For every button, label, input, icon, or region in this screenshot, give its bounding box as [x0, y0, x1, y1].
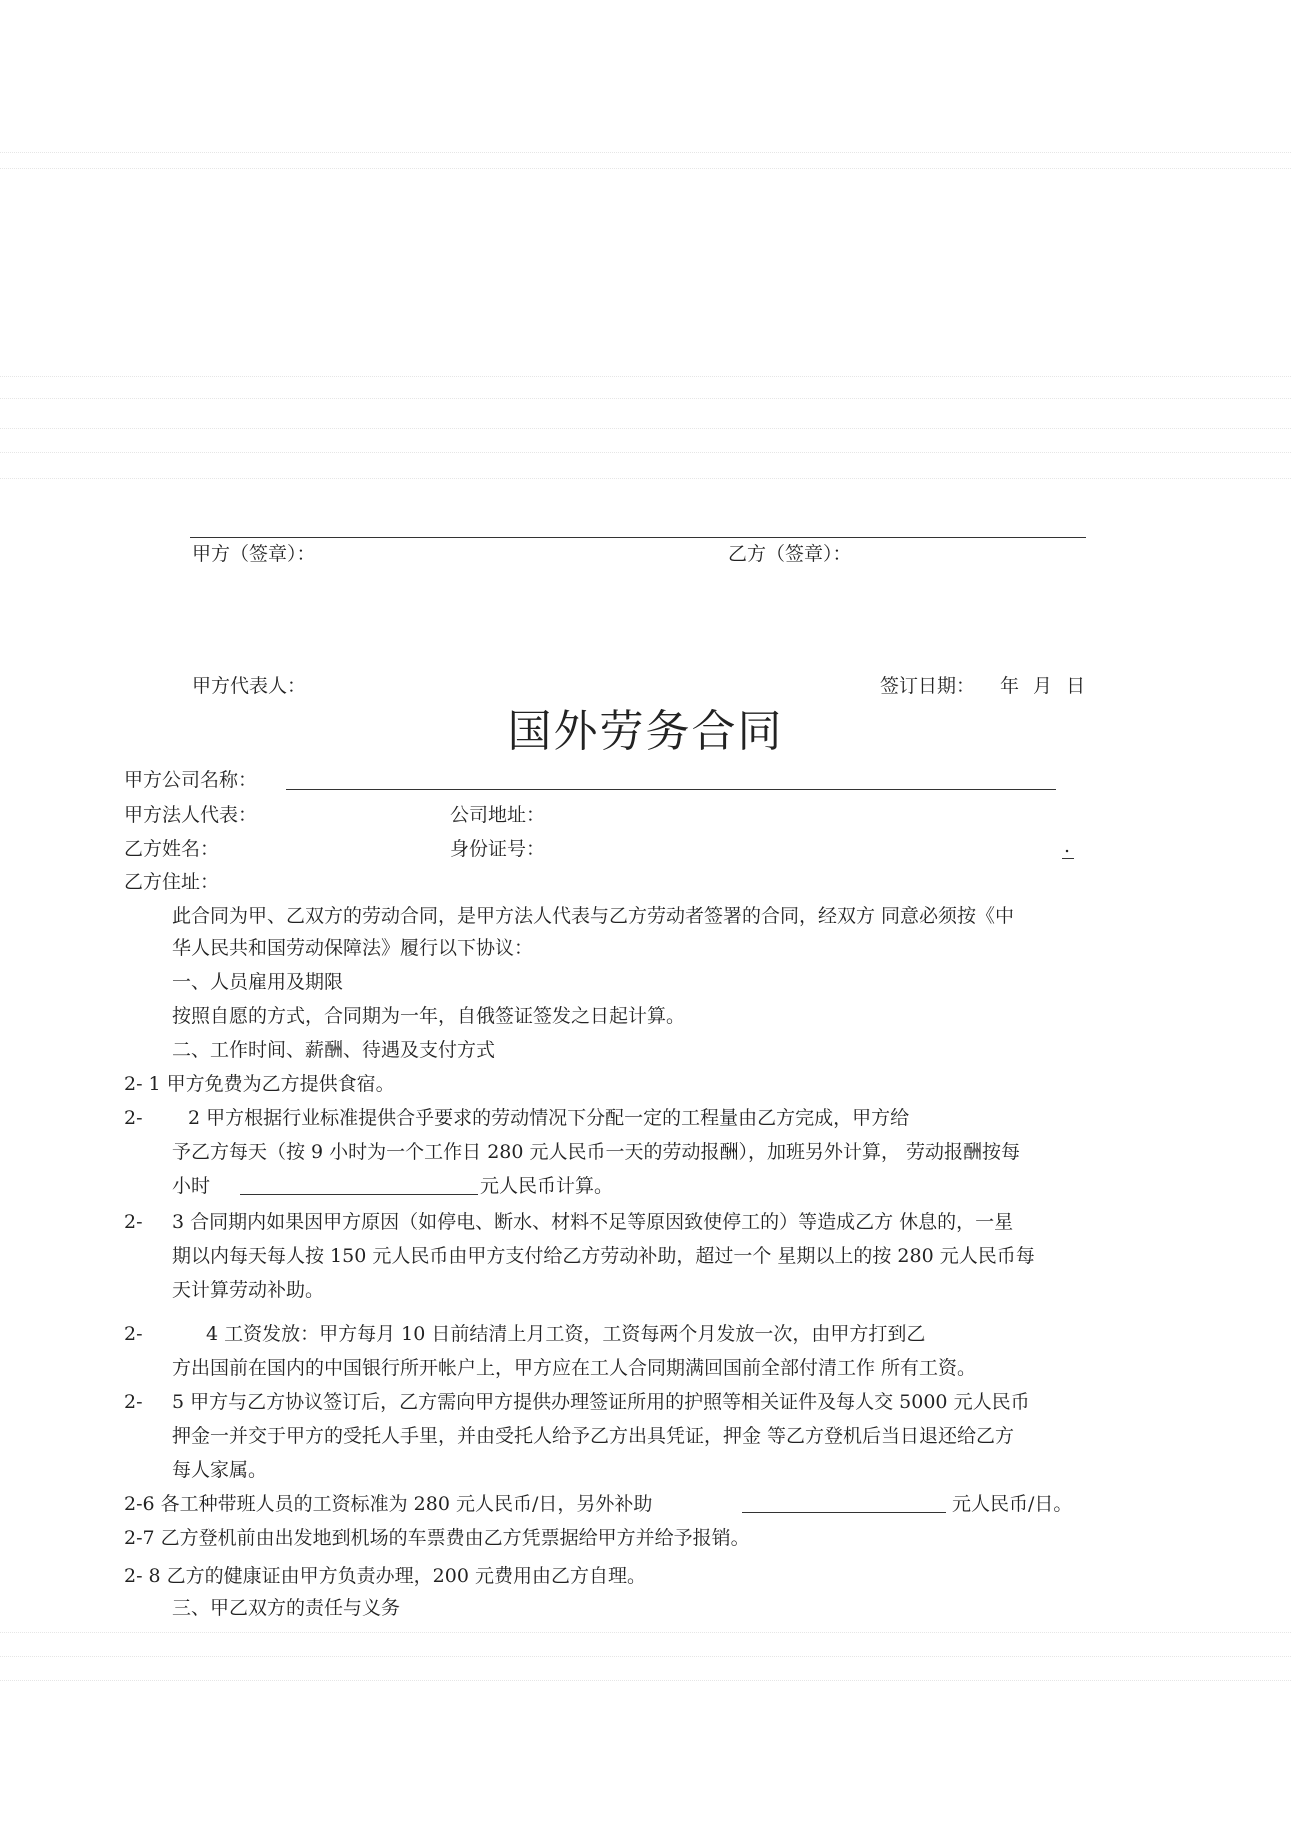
clause-2-5-line-2: 押金一并交于甲方的受托人手里，并由受托人给予乙方出具凭证，押金 等乙方登机后当日退还给乙方	[172, 1425, 1015, 1447]
clause-2-3-line-3: 天计算劳动补助。	[172, 1279, 325, 1301]
scan-line	[0, 1632, 1291, 1633]
intro-line-2: 华人民共和国劳动保障法》履行以下协议：	[172, 937, 534, 959]
clause-2-6b: 元人民币/日。	[952, 1493, 1073, 1515]
clause-2-4-line-1: 4 工资发放：甲方每月 10 日前结清上月工资，工资每两个月发放一次，由甲方打到乙	[206, 1323, 926, 1345]
party-b-seal: 乙方（签章）：	[728, 543, 852, 565]
company-name-line	[286, 789, 1056, 790]
intro-line-1: 此合同为甲、乙双方的劳动合同，是甲方法人代表与乙方劳动者签署的合同，经双方 同意必须按《中	[172, 905, 1015, 927]
party-a-representative: 甲方代表人：	[192, 675, 307, 697]
clause-2-2-line-2: 予乙方每天（按 9 小时为一个工作日 280 元人民币一天的劳动报酬），加班另外计算， 劳动报酬按每	[172, 1141, 1021, 1163]
section-3-heading: 三、甲乙双方的责任与义务	[172, 1597, 401, 1619]
clause-2-2-blank	[240, 1194, 478, 1195]
clause-2-2-line-3a: 小时	[172, 1175, 211, 1197]
b-address-label: 乙方住址：	[124, 871, 220, 893]
clause-2-2-number: 2-	[124, 1107, 143, 1129]
clause-2-4-line-2: 方出国前在国内的中国银行所开帐户上，甲方应在工人合同期满回国前全部付清工作 所有工资。	[172, 1357, 977, 1379]
scan-line	[0, 168, 1291, 169]
company-address-label: 公司地址：	[450, 804, 546, 826]
scan-line	[0, 428, 1291, 429]
clause-2-4-number: 2-	[124, 1323, 143, 1345]
clause-2-5-line-3: 每人家属。	[172, 1459, 268, 1481]
clause-2-2-line-1: 2 甲方根据行业标准提供合乎要求的劳动情况下分配一定的工程量由乙方完成，甲方给	[188, 1107, 910, 1129]
clause-2-3-number: 2-	[124, 1211, 143, 1233]
sign-date-label: 签订日期：	[880, 675, 976, 697]
clause-2-8: 2- 8 乙方的健康证由甲方负责办理，200 元费用由乙方自理。	[124, 1565, 646, 1587]
scan-line	[0, 1680, 1291, 1681]
legal-rep-label: 甲方法人代表：	[124, 804, 258, 826]
clause-2-3-line-2: 期以内每天每人按 150 元人民币由甲方支付给乙方劳动补助，超过一个 星期以上的按 280 元人民币每	[172, 1245, 1035, 1267]
clause-2-3-line-1: 3 合同期内如果因甲方原因（如停电、断水、材料不足等原因致使停工的）等造成乙方 休息的，一星	[172, 1211, 1014, 1233]
scan-line	[0, 452, 1291, 453]
id-number-underline	[1062, 858, 1074, 859]
sign-date-ymd: 年 月 日	[1000, 675, 1090, 697]
signature-rule	[190, 537, 1086, 538]
scan-line	[0, 398, 1291, 399]
section-1-heading: 一、人员雇用及期限	[172, 971, 344, 993]
clause-2-2-line-3b: 元人民币计算。	[480, 1175, 614, 1197]
clause-2-7: 2-7 乙方登机前由出发地到机场的车票费由乙方凭票据给甲方并给予报销。	[124, 1527, 750, 1549]
page-title: 国外劳务合同	[507, 706, 784, 757]
clause-2-5-number: 2-	[124, 1391, 143, 1413]
section-1-text: 按照自愿的方式，合同期为一年，自俄签证签发之日起计算。	[172, 1005, 686, 1027]
id-number-mark: .	[1064, 835, 1071, 857]
b-name-label: 乙方姓名：	[124, 838, 220, 860]
clause-2-1: 2- 1 甲方免费为乙方提供食宿。	[124, 1073, 395, 1095]
scan-line	[0, 478, 1291, 479]
scan-line	[0, 1656, 1291, 1657]
clause-2-6-blank	[742, 1512, 946, 1513]
id-number-label: 身份证号：	[450, 838, 546, 860]
company-name-label: 甲方公司名称：	[124, 769, 258, 791]
scan-line	[0, 376, 1291, 377]
section-2-heading: 二、工作时间、薪酬、待遇及支付方式	[172, 1039, 496, 1061]
clause-2-5-line-1: 5 甲方与乙方协议签订后，乙方需向甲方提供办理签证所用的护照等相关证件及每人交 5000 元人民币	[172, 1391, 1030, 1413]
clause-2-6a: 2-6 各工种带班人员的工资标准为 280 元人民币/日，另外补助	[124, 1493, 653, 1515]
party-a-seal: 甲方（签章）：	[192, 543, 316, 565]
scan-line	[0, 152, 1291, 153]
